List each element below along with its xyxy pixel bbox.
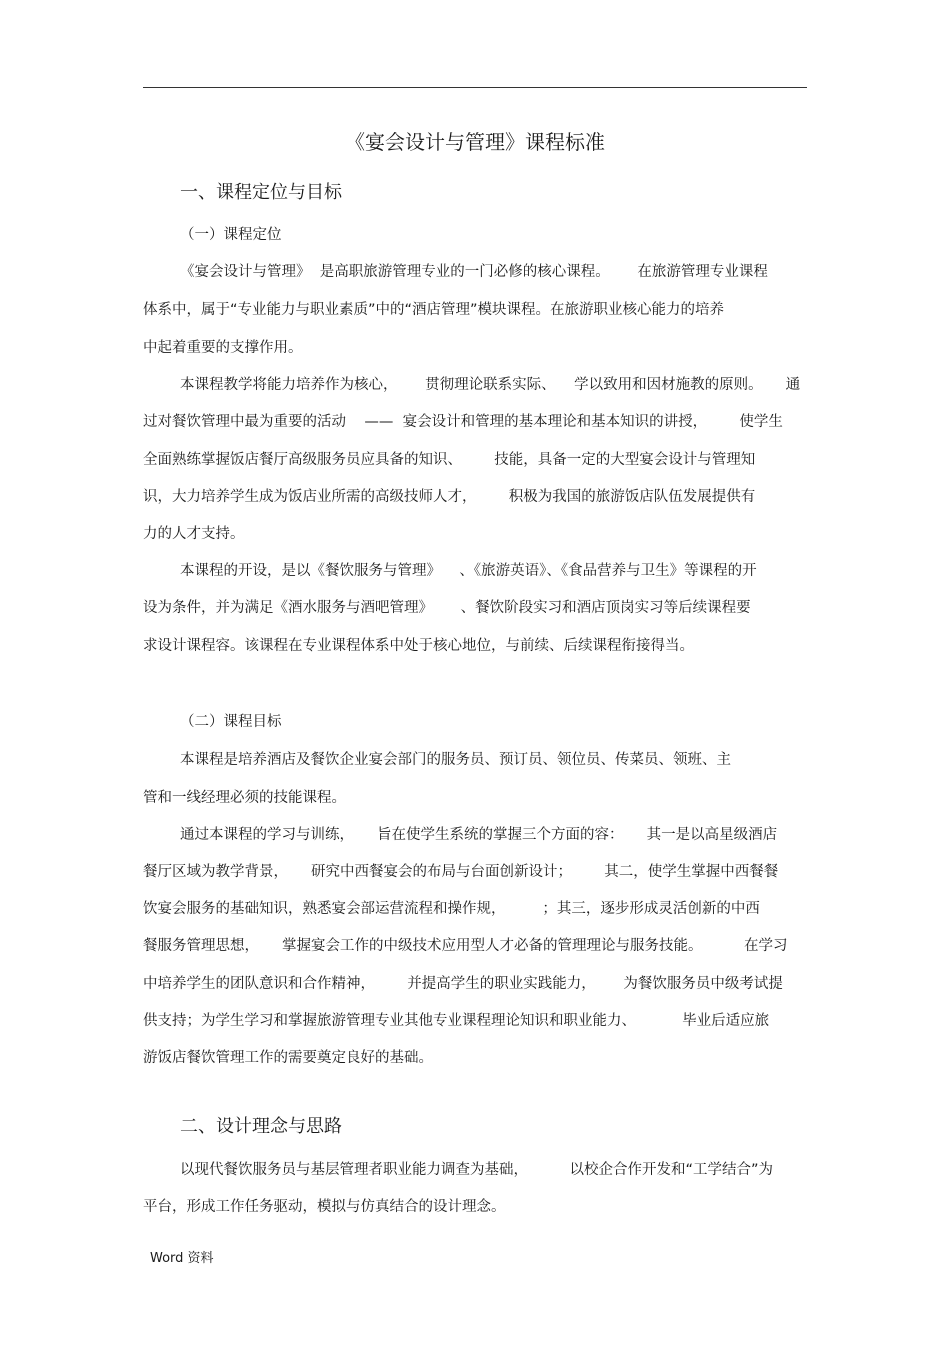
paragraph-line: 求设计课程容。该课程在专业课程体系中处于核心地位，与前续、后续课程衔接得当。 [143, 638, 694, 654]
paragraph-line: 供支持；为学生学习和掌握旅游管理专业其他专业课程理论知识和职业能力、 毕业后适应旅 [143, 1013, 770, 1029]
paragraph-line: 饮宴会服务的基础知识，熟悉宴会部运营流程和操作规， ；其三，逐步形成灵活创新的中西 [143, 901, 760, 917]
document-title: 《宴会设计与管理》课程标准 [345, 130, 605, 154]
paragraph-line: 中起着重要的支撑作用。 [143, 340, 303, 356]
paragraph-line: 本课程的开设，是以《餐饮服务与管理》 、《旅游英语》、《食品营养与卫生》等课程的开 [180, 563, 757, 579]
header-rule [143, 87, 807, 88]
subsection-heading-objectives: （二）课程目标 [180, 714, 282, 730]
paragraph-line: 设为条件，并为满足《酒水服务与酒吧管理》 、餐饮阶段实习和酒店顶岗实习等后续课程要 [143, 600, 751, 616]
paragraph-line: 体系中，属于“专业能力与职业素质”中的“酒店管理”模块课程。在旅游职业核心能力的培养 [143, 302, 725, 318]
paragraph-line: 以现代餐饮服务员与基层管理者职业能力调查为基础， 以校企合作开发和“工学结合”为 [180, 1162, 774, 1178]
paragraph-line: 过对餐饮管理中最为重要的活动 —— 宴会设计和管理的基本理论和基本知识的讲授， 使学生 [143, 414, 783, 430]
paragraph-line: 中培养学生的团队意识和合作精神， 并提高学生的职业实践能力， 为餐饮服务员中级考试提 [143, 976, 783, 992]
paragraph-line: 识，大力培养学生成为饭店业所需的高级技师人才， 积极为我国的旅游饭店队伍发展提供有 [143, 489, 756, 505]
paragraph-line: 平台，形成工作任务驱动，模拟与仿真结合的设计理念。 [143, 1199, 506, 1215]
paragraph-line: 餐服务管理思想， 掌握宴会工作的中级技术应用型人才必备的管理理论与服务技能。 在学习 [143, 938, 788, 954]
paragraph-line: 本课程教学将能力培养作为核心， 贯彻理论联系实际、 学以致用和因材施教的原则。 通 [180, 377, 801, 393]
paragraph-line: 《宴会设计与管理》 是高职旅游管理专业的一门必修的核心课程。 在旅游管理专业课程 [180, 264, 768, 280]
page-footer: Word 资料 [150, 1251, 214, 1266]
paragraph-line: 全面熟练掌握饭店餐厅高级服务员应具备的知识、 技能，具备一定的大型宴会设计与管理知 [143, 452, 756, 468]
paragraph-line: 本课程是培养酒店及餐饮企业宴会部门的服务员、预订员、领位员、传菜员、领班、主 [180, 752, 731, 768]
section-heading-2: 二、设计理念与思路 [180, 1116, 342, 1137]
paragraph-line: 管和一线经理必须的技能课程。 [143, 790, 346, 806]
subsection-heading-positioning: （一）课程定位 [180, 227, 282, 243]
paragraph-line: 餐厅区域为教学背景， 研究中西餐宴会的布局与台面创新设计； 其二，使学生掌握中西餐餐 [143, 864, 779, 880]
paragraph-line: 游饭店餐饮管理工作的需要奠定良好的基础。 [143, 1050, 433, 1066]
paragraph-line: 力的人才支持。 [143, 526, 245, 542]
paragraph-line: 通过本课程的学习与训练， 旨在使学生系统的掌握三个方面的容： 其一是以高星级酒店 [180, 827, 778, 843]
section-heading-1: 一、课程定位与目标 [180, 182, 342, 203]
